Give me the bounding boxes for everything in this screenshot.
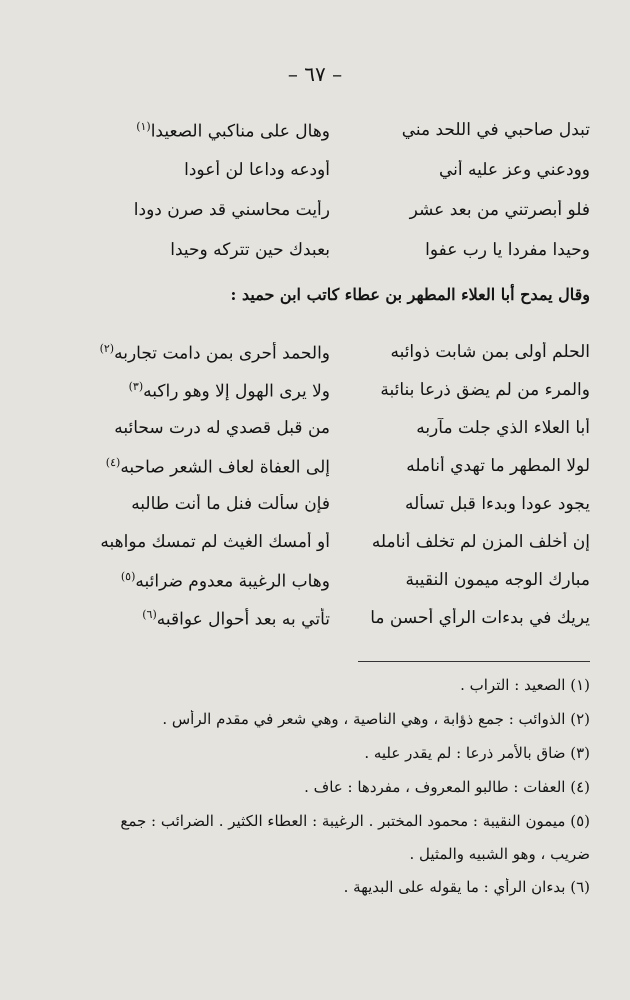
first-hemistich: أبا العلاء الذي جلت مآربه — [416, 418, 590, 438]
footnote: (٣) ضاق بالأمر ذرعا : لم يقدر عليه . — [364, 744, 590, 762]
hemistich-text: وهال على مناكبي الصعيدا — [150, 121, 330, 142]
verse — [0, 532, 630, 572]
first-hemistich: إن أخلف المزن لم تخلف أنامله — [371, 532, 590, 552]
first-hemistich: وودعني وعز عليه أني — [438, 160, 590, 180]
verse — [0, 342, 630, 382]
second-hemistich: من قبل قصدي له درت سحائبه — [114, 418, 330, 438]
second-hemistich — [40, 456, 330, 478]
footnote-marker: (٥) — [120, 570, 136, 583]
second-hemistich: فإن سألت فنل ما أنت طالبه — [131, 494, 330, 514]
first-hemistich: وحيدا مفردا يا رب عفوا — [425, 240, 590, 260]
footnote-marker: (٦) — [142, 608, 157, 621]
second-hemistich — [40, 380, 330, 402]
footnote: (٦) بدءان الرأي : ما يقوله على البديهة . — [343, 878, 590, 896]
page-number: – ٦٧ – — [287, 62, 343, 86]
hemistich-text: والحمد أحرى بمن دامت تجاربه — [114, 343, 330, 364]
second-hemistich: بعبدك حين تتركه وحيدا — [170, 240, 330, 260]
hemistich-text: إلى العفاة لعاف الشعر صاحبه — [120, 457, 330, 478]
hemistich-text: تأتي به بعد أحوال عواقبه — [156, 609, 330, 630]
first-hemistich: الحلم أولى بمن شابت ذوائبه — [390, 342, 590, 362]
footnote-divider — [358, 661, 590, 662]
verse — [0, 494, 630, 534]
first-hemistich: لولا المطهر ما تهدي أنامله — [406, 456, 590, 476]
second-hemistich — [40, 120, 330, 142]
verse — [0, 160, 630, 200]
hemistich-text: ولا يرى الهول إلا وهو راكبه — [143, 381, 330, 402]
footnote: (٤) العفات : طالبو المعروف ، مفردها : عاف . — [304, 778, 590, 796]
second-hemistich — [40, 342, 330, 364]
poem-heading: وقال يمدح أبا العلاء المطهر بن عطاء كاتب ابن حميد : — [230, 285, 590, 304]
verse — [0, 120, 630, 160]
footnote: ضريب ، وهو الشبيه والمثيل . — [409, 845, 590, 863]
footnote-marker: (٤) — [105, 456, 121, 469]
second-hemistich: أودعه وداعا لن أعودا — [184, 160, 330, 180]
footnote: (٥) ميمون النقيبة : محمود المختبر . الرغيبة : العطاء الكثير . الضرائب : جمع — [120, 812, 590, 830]
verse — [0, 608, 630, 648]
second-hemistich — [40, 570, 330, 592]
second-hemistich: رأيت محاسني قد صرن دودا — [133, 200, 330, 220]
verse — [0, 240, 630, 280]
second-hemistich: أو أمسك الغيث لم تمسك مواهبه — [100, 532, 330, 552]
hemistich-text: وهاب الرغيبة معدوم ضرائبه — [135, 571, 330, 592]
footnote-marker: (٣) — [128, 380, 144, 393]
footnote-marker: (٢) — [99, 342, 115, 355]
second-hemistich — [40, 608, 330, 630]
first-hemistich: تبدل صاحبي في اللحد مني — [401, 120, 590, 140]
verse — [0, 570, 630, 610]
first-hemistich: فلو أبصرتني من بعد عشر — [409, 200, 590, 220]
footnote: (٢) الذوائب : جمع ذؤابة ، وهي الناصية ، وهي شعر في مقدم الرأس . — [162, 710, 590, 728]
first-hemistich: يجود عودا وبدءا قبل تسأله — [405, 494, 590, 514]
footnote: (١) الصعيد : التراب . — [460, 676, 590, 694]
verse — [0, 418, 630, 458]
verse — [0, 200, 630, 240]
verse — [0, 456, 630, 496]
first-hemistich: مبارك الوجه ميمون النقيبة — [405, 570, 590, 590]
verse — [0, 380, 630, 420]
footnote-marker: (١) — [136, 120, 151, 133]
first-hemistich: يريك في بدءات الرأي أحسن ما — [370, 608, 590, 628]
first-hemistich: والمرء من لم يضق ذرعا بنائبة — [380, 380, 590, 400]
